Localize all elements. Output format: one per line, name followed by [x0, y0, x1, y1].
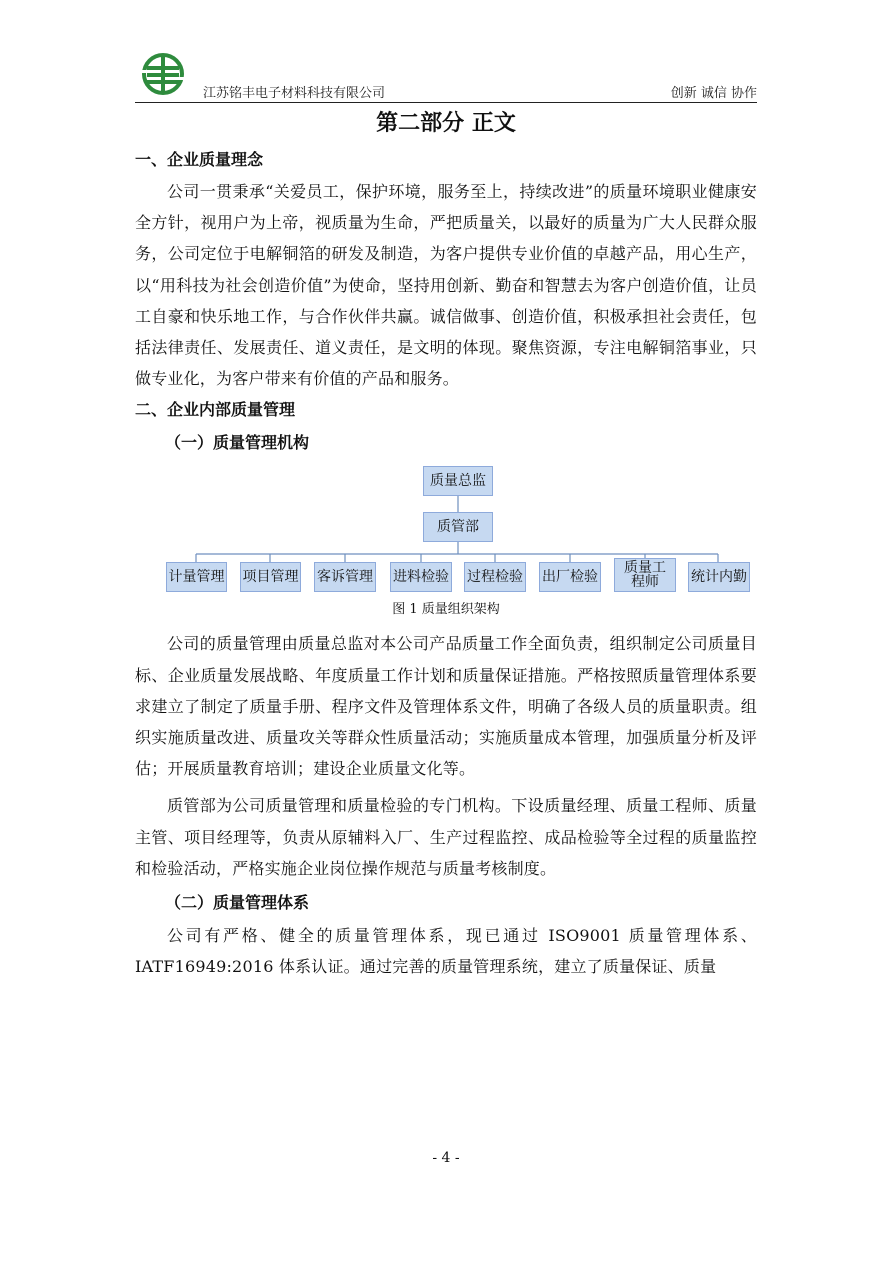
org-node-outgoing-inspection: 出厂检验: [539, 562, 601, 592]
quality-management-paragraph-2: 质管部为公司质量管理和质量检验的专门机构。下设质量经理、质量工程师、质量主管、项目经理等，负责从原辅料入厂、生产过程监控、成品检验等全过程的质量监控和检验活动，严格实施企业岗位操作规范与质量考核制度。: [135, 796, 757, 878]
quality-philosophy-paragraph: 公司一贯秉承“关爱员工，保护环境，服务至上，持续改进”的质量环境职业健康安全方针，视用户为上帝，视质量为生命，严把质量关，以最好的质量为广大人民群众服务，公司定位于电解铜箔的研发及制造，为客户提供专业价值的卓越产品，用心生产，以“用科技为社会创造价值”为使命，坚持用创新、勤奋和智慧去为客户创造价值，让员工自豪和快乐地工作，与合作伙伴共赢。诚信做事、创造价值，积极承担社会责任，包括法律责任、发展责任、道义责任，是文明的体现。聚焦资源，专注电解铜箔事业，只做专业化，为客户带来有价值的产品和服务。: [135, 182, 757, 389]
document-body: [135, 104, 757, 982]
figure-caption: 图 1 质量组织架构: [392, 602, 500, 618]
org-node-metrology: 计量管理: [166, 562, 227, 592]
page-number: - 4 -: [432, 1150, 460, 1166]
part-title: 第二部分 正文: [376, 111, 516, 136]
company-name: 江苏铭丰电子材料科技有限公司: [203, 86, 386, 101]
quality-management-paragraph-1: 公司的质量管理由质量总监对本公司产品质量工作全面负责，组织制定公司质量目标、企业质量发展战略、年度质量工作计划和质量保证措施。严格按照质量管理体系要求建立了制定了质量手册、程序文件及管理体系文件，明确了各级人员的质量职责。组织实施质量改进、质量攻关等群众性质量活动；实施质量成本管理，加强质量分析及评估；开展质量教育培训；建设企业质量文化等。: [135, 634, 757, 779]
org-node-project-management: 项目管理: [240, 562, 301, 592]
section-heading-internal-quality-management: 二、企业内部质量管理: [135, 400, 296, 420]
page-header: [135, 48, 757, 103]
org-node-statistics-clerk: 统计内勤: [688, 562, 750, 592]
subsection-heading-quality-organization: （一）质量管理机构: [165, 433, 310, 453]
org-node-incoming-inspection: 进料检验: [390, 562, 452, 592]
org-node-quality-director: 质量总监: [423, 466, 493, 496]
org-node-quality-department: 质管部: [423, 512, 493, 542]
quality-system-paragraph: 公司有严格、健全的质量管理体系，现已通过 ISO9001 质量管理体系、IATF16949:2016 体系认证。通过完善的质量管理系统，建立了质量保证、质量: [135, 926, 757, 977]
company-logo-icon: [141, 52, 185, 96]
company-slogan: 创新 诚信 协作: [670, 86, 757, 101]
org-node-quality-engineer: 质量工程师: [614, 558, 676, 592]
org-node-process-inspection: 过程检验: [464, 562, 526, 592]
subsection-heading-quality-system: （二）质量管理体系: [165, 893, 310, 913]
quality-org-chart: [135, 460, 757, 592]
org-node-complaint-management: 客诉管理: [314, 562, 376, 592]
section-heading-quality-philosophy: 一、企业质量理念: [135, 150, 264, 169]
